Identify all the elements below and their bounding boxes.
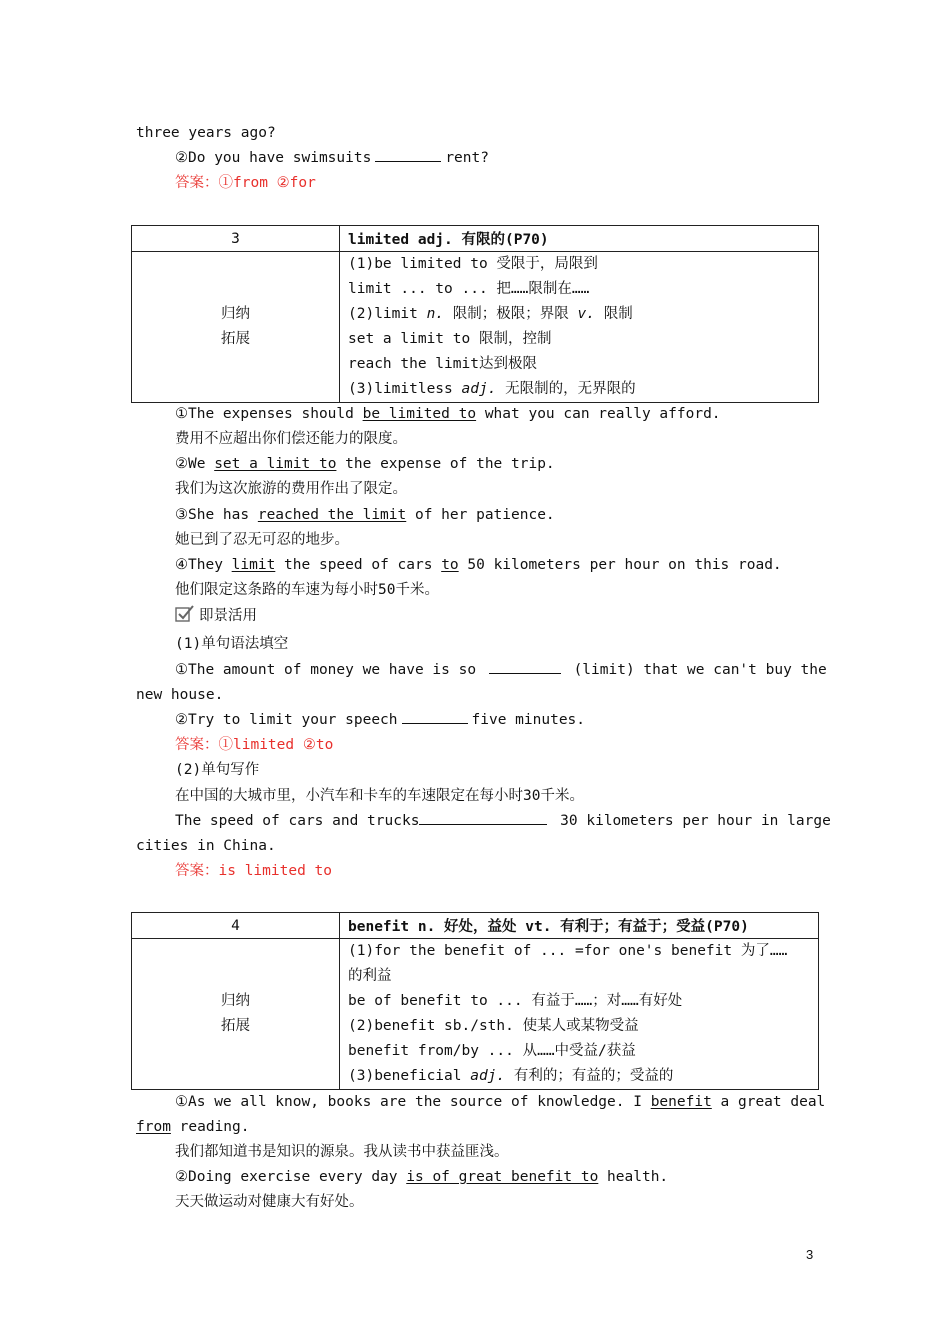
expansion-item: be of benefit to ... 有益于……；对……有好处 xyxy=(348,993,683,1009)
question-line: ②Try to limit your speech five minutes. xyxy=(175,708,816,733)
example-sentence: ②Doing exercise every day is of great benefit to health. xyxy=(175,1169,669,1185)
expansion-item: (1)for the benefit of ... =for one's benefit 为了…… xyxy=(348,943,788,959)
expansion-cell xyxy=(340,252,819,403)
example-sentence: ③She has reached the limit of her patience. xyxy=(175,507,555,523)
expansion-item: limit ... to ... 把……限制在…… xyxy=(348,281,590,297)
fill-blank xyxy=(489,659,561,674)
question-line: cities in China. xyxy=(136,838,276,854)
expansion-item: (1)be limited to 受限于，局限到 xyxy=(348,256,598,272)
expansion-item: reach the limit达到极限 xyxy=(348,356,537,372)
expansion-item: (2)benefit sb./sth. 使某人或某物受益 xyxy=(348,1018,639,1034)
translation-prompt: 在中国的大城市里，小汽车和卡车的车速限定在每小时30千米。 xyxy=(175,788,584,804)
summary-label: 归纳 xyxy=(221,993,250,1009)
example-sentence: ②We set a limit to the expense of the trip. xyxy=(175,456,555,472)
entry-number: 4 xyxy=(132,913,340,939)
answer-label: 答案： xyxy=(175,737,219,753)
question-line: new house. xyxy=(136,687,224,703)
question-text: ②Do you have swimsuits xyxy=(175,150,372,166)
fill-blank xyxy=(402,709,468,724)
practice-heading xyxy=(175,604,816,629)
question-line xyxy=(175,146,816,171)
question-line: The speed of cars and trucks 30 kilometers per hour in large xyxy=(175,809,816,834)
example-sentence: ④They limit the speed of cars to 50 kilometers per hour on this road. xyxy=(175,557,782,573)
example-translation: 我们都知道书是知识的源泉。我从读书中获益匪浅。 xyxy=(175,1144,509,1160)
example-sentence: ①As we all know, books are the source of knowledge. I benefit a great deal xyxy=(175,1094,826,1110)
summary-label: 拓展 xyxy=(221,1018,250,1034)
exercise-heading: (1)单句语法填空 xyxy=(175,636,289,652)
example-translation: 天天做运动对健康大有好处。 xyxy=(175,1194,364,1210)
example-sentence: ①The expenses should be limited to what you can really afford. xyxy=(175,406,721,422)
exercise-heading: (2)单句写作 xyxy=(175,762,260,778)
vocab-table-benefit xyxy=(131,912,819,1090)
question-text: rent? xyxy=(445,150,489,166)
answer-text: ①limited ②to xyxy=(218,737,334,753)
expansion-item: (3)limitless adj. 无限制的，无界限的 xyxy=(348,381,636,397)
answer-line xyxy=(175,171,816,196)
entry-number: 3 xyxy=(132,226,340,252)
vocab-table-limited xyxy=(131,225,819,403)
summary-label: 归纳 xyxy=(221,306,250,322)
expansion-cell xyxy=(340,939,819,1090)
answer-line xyxy=(175,859,816,884)
expansion-item: benefit from/by ... 从……中受益/获益 xyxy=(348,1043,636,1059)
expansion-item: (3)beneficial adj. 有利的；有益的；受益的 xyxy=(348,1068,674,1084)
expansion-item: (2)limit n. 限制；极限；界限 v. 限制 xyxy=(348,306,633,322)
answer-label: 答案： xyxy=(175,863,219,879)
example-translation: 她已到了忍无可忍的地步。 xyxy=(175,532,349,548)
example-translation: 他们限定这条路的车速为每小时50千米。 xyxy=(175,582,439,598)
fill-blank xyxy=(419,810,547,825)
example-sentence: from reading. xyxy=(136,1119,250,1135)
answer-text: is limited to xyxy=(218,863,332,879)
entry-headword: limited adj. 有限的(P70) xyxy=(340,226,819,252)
answer-text: ①from ②for xyxy=(218,175,316,191)
expansion-item: set a limit to 限制，控制 xyxy=(348,331,552,347)
text-line: three years ago? xyxy=(136,125,276,141)
summary-label-cell xyxy=(132,939,340,1090)
page-number: 3 xyxy=(806,1247,814,1262)
summary-label-cell xyxy=(132,252,340,403)
practice-title: 即景活用 xyxy=(199,608,257,624)
entry-headword: benefit n. 好处，益处 vt. 有利于；有益于；受益(P70) xyxy=(340,913,819,939)
answer-label: 答案： xyxy=(175,175,219,191)
example-translation: 费用不应超出你们偿还能力的限度。 xyxy=(175,431,407,447)
question-line: ①The amount of money we have is so (limit) that we can't buy the xyxy=(175,658,816,683)
summary-label: 拓展 xyxy=(221,331,250,347)
checklist-icon xyxy=(175,605,195,623)
example-translation: 我们为这次旅游的费用作出了限定。 xyxy=(175,481,407,497)
answer-line xyxy=(175,733,816,758)
fill-blank xyxy=(375,147,441,162)
expansion-item: 的利益 xyxy=(348,968,392,984)
